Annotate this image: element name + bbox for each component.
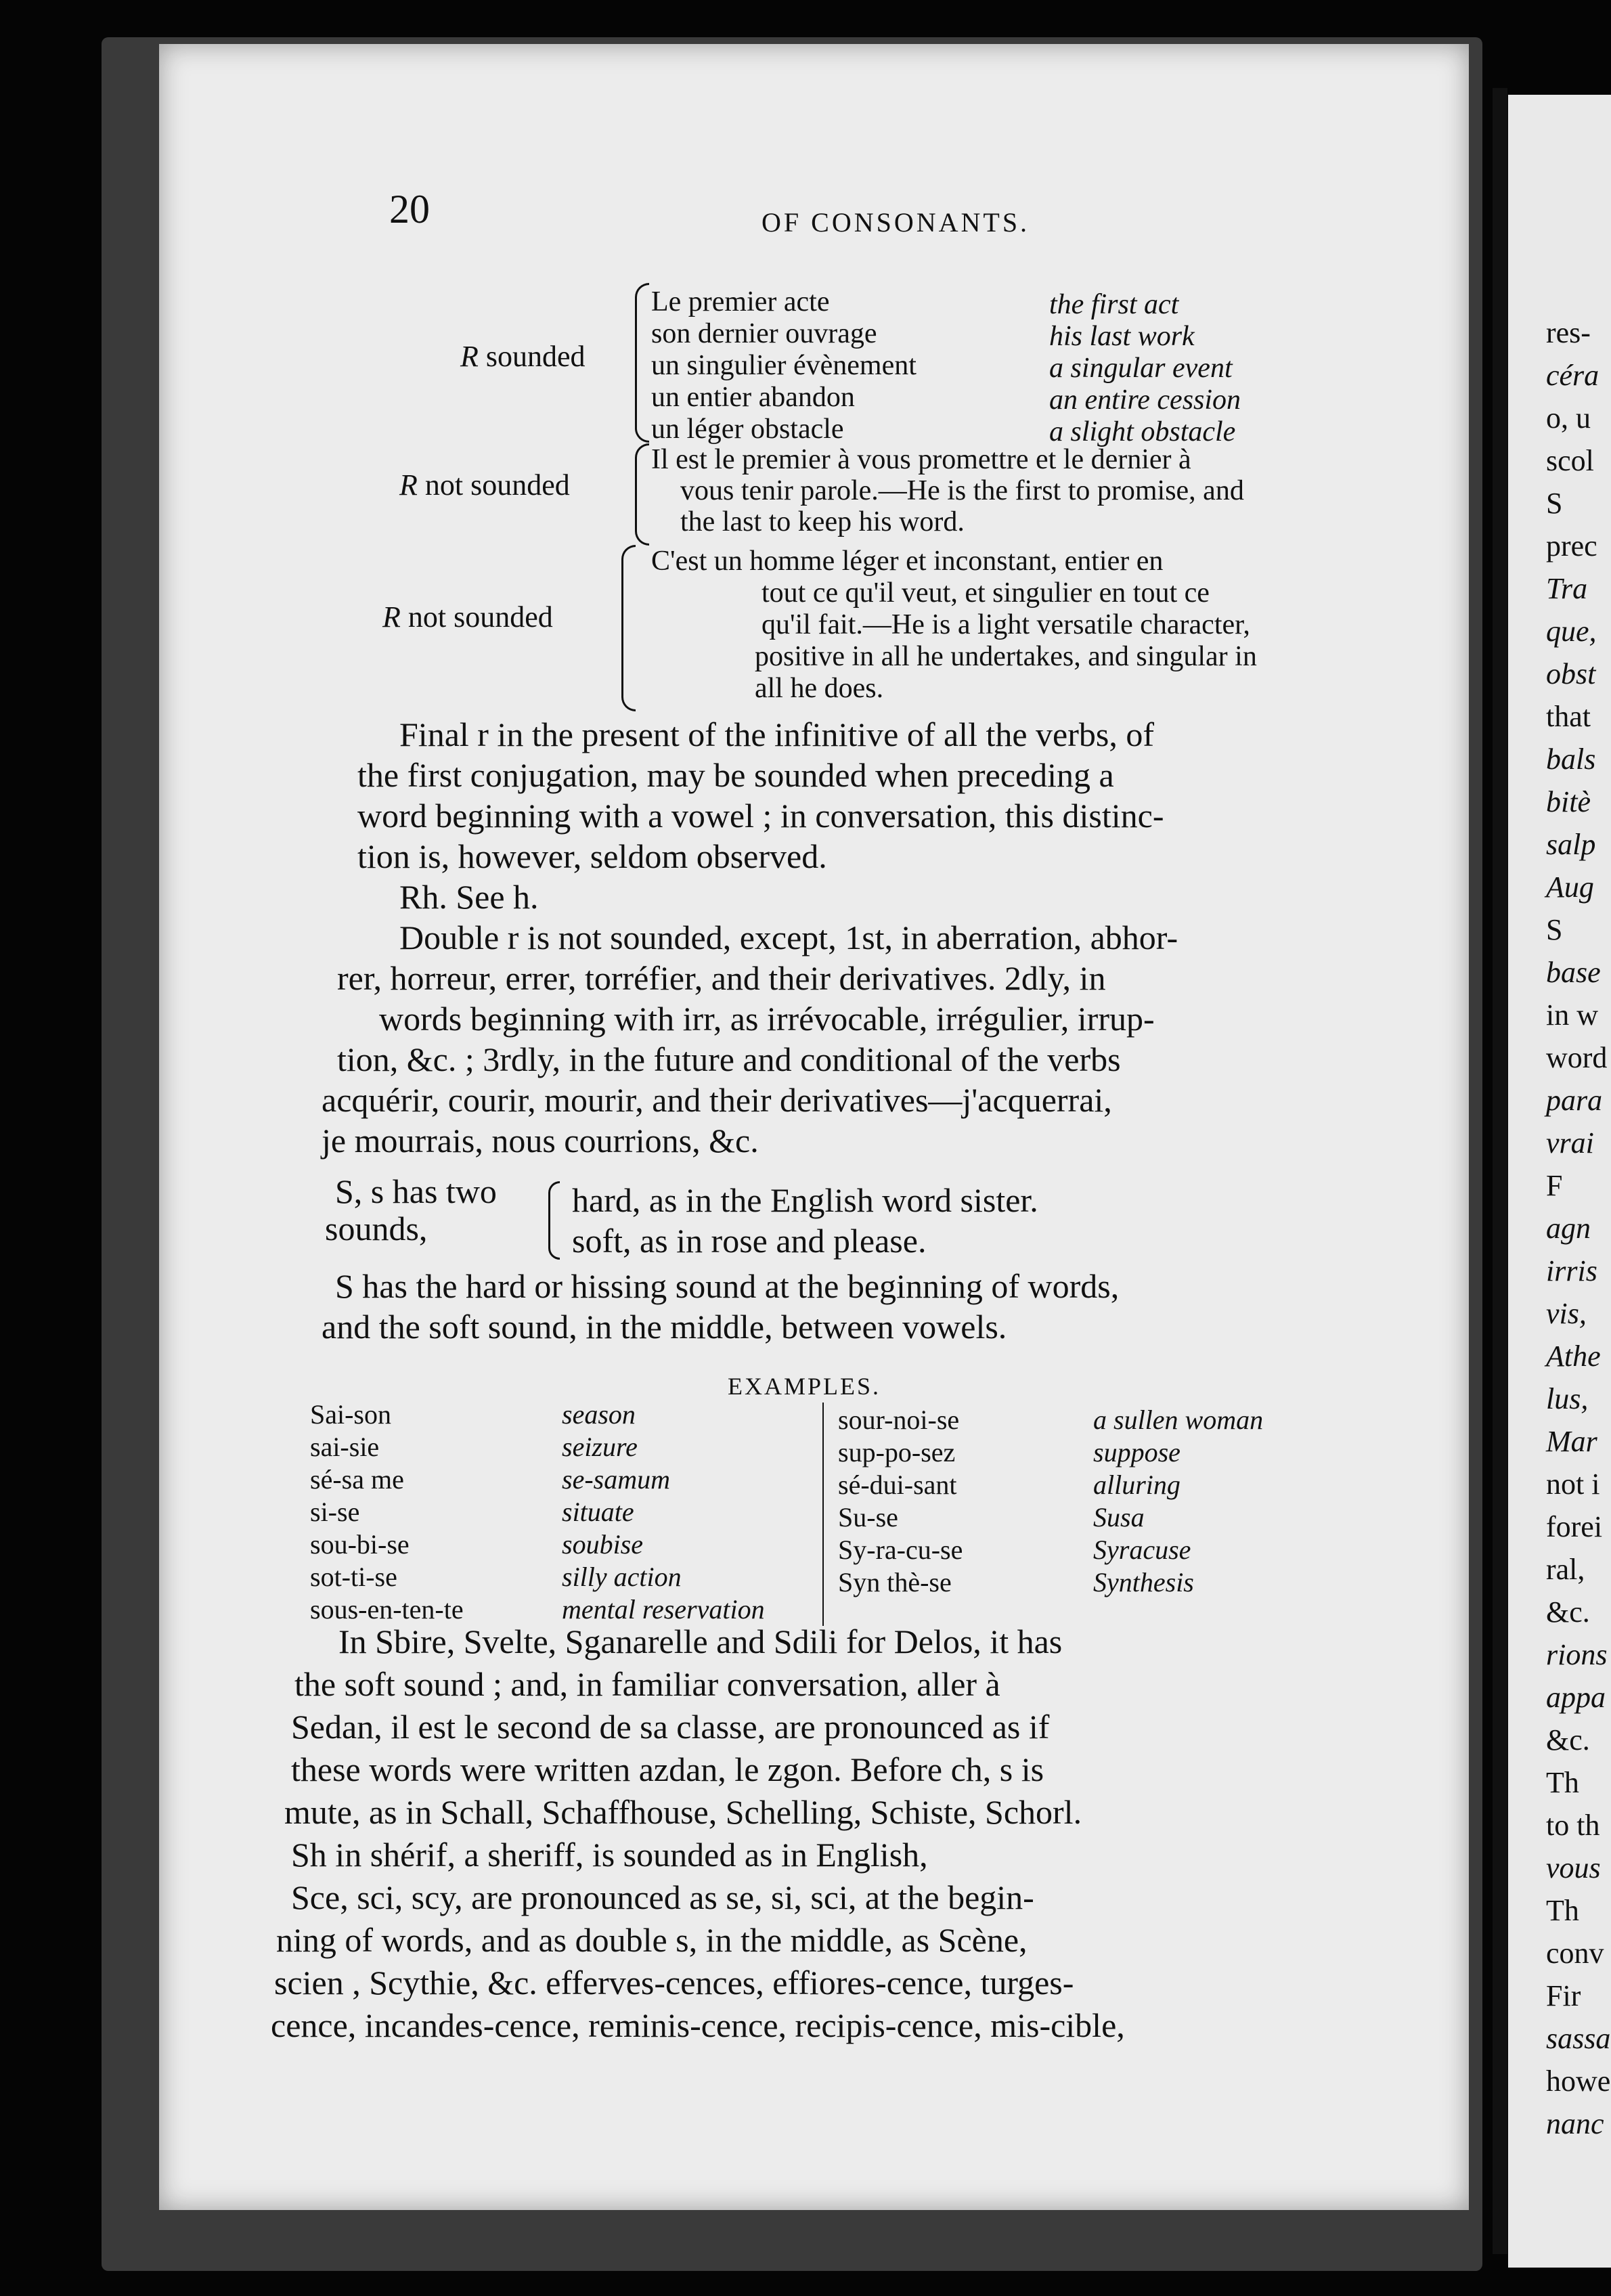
facing-page-fragment-14: Aug [1546, 870, 1594, 904]
example-right-word-6: Syn thè-se [838, 1567, 952, 1597]
facing-page-fragment-20: vrai [1546, 1126, 1594, 1160]
facing-page-fragment-29: forei [1546, 1510, 1603, 1543]
facing-page-fragment-16: base [1546, 956, 1601, 989]
example-left-word-2: sai-sie [310, 1432, 380, 1462]
example-left-word-7: sous-en-ten-te [310, 1594, 464, 1625]
facing-page-fragment-9: obst [1546, 657, 1596, 690]
paragraph-3-line-3: Sedan, il est le second de sa classe, are pronounced as if [291, 1708, 1050, 1746]
paragraph-1-line-3: word beginning with a vowel ; in conversation, this distinc- [357, 797, 1164, 835]
facing-page-fragment-27: Mar [1546, 1425, 1597, 1458]
facing-page-fragment-3: o, u [1546, 401, 1591, 435]
facing-page-edge [1508, 95, 1611, 2268]
paragraph-3-line-9: scien , Scythie, &c. efferves-cences, effiores-cence, turges- [274, 1964, 1074, 2002]
facing-page-fragment-13: salp [1546, 828, 1596, 861]
facing-page-fragment-26: lus, [1546, 1382, 1589, 1415]
paragraph-1-line-2: the first conjugation, may be sounded when preceding a [357, 756, 1114, 794]
not-sounded-2-line-3: qu'il fait.—He is a light versatile character, [762, 609, 1250, 640]
r-sounded-label: R sounded [460, 340, 586, 373]
paragraph-3-line-1: In Sbire, Svelte, Sganarelle and Sdili for Delos, it has [338, 1622, 1063, 1660]
example-left-word-5: sou-bi-se [310, 1529, 410, 1560]
example-right-word-5: Sy-ra-cu-se [838, 1535, 963, 1565]
facing-page-fragment-37: vous [1546, 1851, 1601, 1884]
example-left-english-5: soubise [562, 1529, 643, 1560]
example-left-word-1: Sai-son [310, 1399, 391, 1430]
sounded-fr-1: Le premier acte [651, 286, 830, 317]
facing-page-fragment-12: bitè [1546, 785, 1591, 818]
paragraph-2-line-1: S has the hard or hissing sound at the beginning of words, [335, 1267, 1120, 1305]
s-sounds-lead: S, s has two [335, 1172, 497, 1210]
example-left-english-2: seizure [562, 1432, 638, 1462]
r-not-sounded-label-2: R not sounded [382, 600, 553, 634]
facing-page-fragment-24: vis, [1546, 1297, 1587, 1330]
r-not-sounded-label-1: R not sounded [399, 468, 570, 502]
example-left-english-3: se-samum [562, 1464, 670, 1495]
sounded-fr-4: un entier abandon [651, 382, 855, 413]
brace-sounded [635, 283, 649, 443]
paragraph-1-line-6: Double r is not sounded, except, 1st, in aberration, abhor- [399, 919, 1178, 956]
facing-page-fragment-39: conv [1546, 1937, 1604, 1970]
sounded-fr-2: son dernier ouvrage [651, 318, 877, 349]
facing-page-fragment-6: prec [1546, 529, 1597, 562]
facing-page-fragment-42: howe [1546, 2065, 1611, 2098]
facing-page-fragment-7: Tra [1546, 572, 1588, 605]
example-right-english-4: Susa [1093, 1502, 1145, 1532]
paragraph-3-line-8: ning of words, and as double s, in the middle, as Scène, [276, 1921, 1028, 1959]
paragraph-3-line-6: Sh in shérif, a sheriff, is sounded as in English, [291, 1836, 928, 1874]
paragraph-1-line-9: tion, &c. ; 3rdly, in the future and conditional of the verbs [337, 1040, 1121, 1078]
facing-page-fragment-23: irris [1546, 1254, 1597, 1287]
facing-page-fragment-30: ral, [1546, 1553, 1585, 1586]
facing-page-fragment-8: que, [1546, 615, 1597, 648]
example-right-word-3: sé-dui-sant [838, 1470, 957, 1500]
facing-page-fragment-34: &c. [1546, 1723, 1590, 1757]
s-soft: soft, as in rose and please. [572, 1222, 927, 1260]
not-sounded-2-line-1: C'est un homme léger et inconstant, entier en [651, 546, 1164, 577]
facing-page-fragment-19: para [1546, 1084, 1603, 1117]
facing-page-fragment-35: Th [1546, 1766, 1579, 1799]
sounded-fr-5: un léger obstacle [651, 414, 844, 445]
facing-page-fragment-21: F [1546, 1169, 1563, 1202]
example-left-english-1: season [562, 1399, 636, 1430]
paragraph-1-line-11: je mourrais, nous courrions, &c. [322, 1122, 759, 1160]
not-sounded-2-line-5: all he does. [755, 673, 884, 704]
brace-s-sounds [548, 1181, 560, 1260]
s-hard: hard, as in the English word sister. [572, 1181, 1038, 1219]
paragraph-1-line-1: Final r in the present of the infinitive of all the verbs, of [399, 715, 1154, 753]
example-right-english-2: suppose [1093, 1437, 1180, 1467]
example-left-word-6: sot-ti-se [310, 1562, 397, 1592]
examples-heading: EXAMPLES. [728, 1373, 881, 1400]
paragraph-3-line-10: cence, incandes-cence, reminis-cence, recipis-cence, mis-cible, [271, 2006, 1125, 2044]
facing-page-fragment-17: in w [1546, 998, 1598, 1032]
example-left-english-6: silly action [562, 1562, 682, 1592]
brace-not-sounded-1 [635, 443, 649, 546]
not-sounded-1-line-3: the last to keep his word. [680, 506, 965, 537]
running-head: OF CONSONANTS. [762, 207, 1030, 238]
facing-page-fragment-22: agn [1546, 1212, 1591, 1245]
facing-page-fragment-1: res- [1546, 316, 1591, 349]
example-right-word-1: sour-noi-se [838, 1405, 960, 1435]
sounded-en-1: the first act [1049, 289, 1179, 320]
sounded-fr-3: un singulier évènement [651, 350, 917, 381]
facing-page-fragment-25: Athe [1546, 1340, 1601, 1373]
example-left-english-7: mental reservation [562, 1594, 765, 1625]
paragraph-3-line-2: the soft sound ; and, in familiar conversation, aller à [294, 1665, 1000, 1703]
facing-page-fragment-40: Fir [1546, 1979, 1581, 2012]
paragraph-1-line-4: tion is, however, seldom observed. [357, 837, 827, 875]
paragraph-3-line-4: these words were written azdan, le zgon. Before ch, s is [291, 1750, 1044, 1788]
paragraph-3-line-7: Sce, sci, scy, are pronounced as se, si, sci, at the begin- [291, 1878, 1034, 1916]
not-sounded-2-line-4: positive in all he undertakes, and singular in [755, 641, 1257, 672]
facing-page-fragment-38: Th [1546, 1894, 1579, 1927]
not-sounded-2-line-2: tout ce qu'il veut, et singulier en tout ce [762, 577, 1210, 609]
facing-page-fragment-18: word [1546, 1041, 1608, 1074]
facing-page-fragment-10: that [1546, 700, 1591, 733]
brace-not-sounded-2 [621, 545, 636, 711]
paragraph-3-line-5: mute, as in Schall, Schaffhouse, Schelling, Schiste, Schorl. [284, 1793, 1082, 1831]
facing-page-fragment-41: sassa [1546, 2022, 1611, 2055]
facing-page-fragment-2: céra [1546, 359, 1599, 392]
facing-page-fragment-5: S [1546, 487, 1563, 520]
example-right-english-1: a sullen woman [1093, 1405, 1264, 1435]
not-sounded-1-line-1: Il est le premier à vous promettre et le dernier à [651, 444, 1191, 475]
page-number: 20 [389, 187, 430, 231]
paragraph-1-line-10: acquérir, courir, mourir, and their derivatives—j'acquerrai, [322, 1081, 1112, 1119]
sounded-en-5: a slight obstacle [1049, 416, 1236, 447]
paragraph-1-line-5: Rh. See h. [399, 878, 539, 916]
sounded-en-3: a singular event [1049, 353, 1233, 384]
example-left-english-4: situate [562, 1497, 634, 1527]
facing-page-fragment-32: rions [1546, 1638, 1608, 1671]
example-right-word-4: Su-se [838, 1502, 898, 1532]
paragraph-1-line-8: words beginning with irr, as irrévocable, irrégulier, irrup- [379, 1000, 1155, 1038]
facing-page-fragment-33: appa [1546, 1681, 1606, 1714]
paragraph-2-line-2: and the soft sound, in the middle, between vowels. [322, 1308, 1007, 1346]
example-right-english-5: Syracuse [1093, 1535, 1191, 1565]
not-sounded-1-line-2: vous tenir parole.—He is the first to promise, and [680, 475, 1244, 506]
facing-page-fragment-15: S [1546, 913, 1563, 946]
example-right-english-3: alluring [1093, 1470, 1180, 1500]
example-left-word-3: sé-sa me [310, 1464, 404, 1495]
example-right-english-6: Synthesis [1093, 1567, 1194, 1597]
sounded-en-2: his last work [1049, 321, 1195, 352]
book-gutter [1493, 88, 1507, 2254]
facing-page-fragment-43: nanc [1546, 2107, 1604, 2140]
s-sounds-lead-2: sounds, [325, 1210, 428, 1248]
facing-page-fragment-36: to th [1546, 1809, 1600, 1842]
example-right-word-2: sup-po-sez [838, 1437, 956, 1467]
facing-page-fragment-11: bals [1546, 743, 1596, 776]
paragraph-1-line-7: rer, horreur, errer, torréfier, and their derivatives. 2dly, in [337, 959, 1106, 997]
examples-divider [822, 1403, 824, 1626]
sounded-en-4: an entire cession [1049, 384, 1241, 416]
example-left-word-4: si-se [310, 1497, 360, 1527]
facing-page-fragment-31: &c. [1546, 1595, 1590, 1629]
facing-page-fragment-4: scol [1546, 444, 1594, 477]
facing-page-fragment-28: not i [1546, 1467, 1600, 1501]
